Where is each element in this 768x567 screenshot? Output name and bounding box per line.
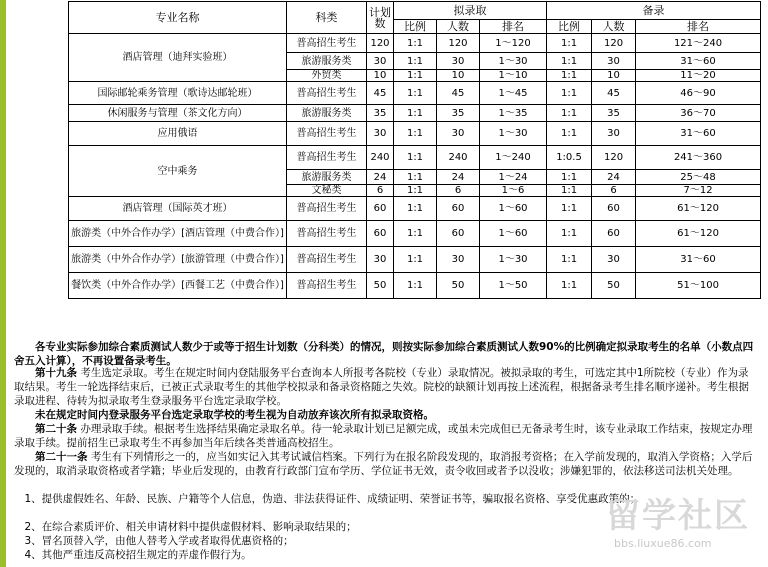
plan-count-cell: 45: [367, 82, 394, 105]
admit-rank-cell: 1～60: [480, 197, 547, 221]
plan-count-cell: 35: [367, 105, 394, 122]
reserve-rank-cell: 31～60: [636, 53, 761, 70]
admit-rank-cell: 1～240: [480, 146, 547, 170]
category-cell: 文秘类: [287, 185, 367, 197]
reserve-count-cell: 30: [592, 247, 636, 273]
article-19-warning: 未在规定时间内登录服务平台选定录取学校的考生视为自动放弃该次所有拟录取资格。: [35, 409, 434, 421]
category-cell: 旅游服务类: [287, 105, 367, 122]
item-1: 1、提供虚假姓名、年龄、民族、户籍等个人信息，伪造、非法获得证件、成绩证明、荣誉证书等，骗取报名资格、享受优惠政策的；: [24, 493, 641, 505]
admit-ratio-cell: 1:1: [394, 105, 437, 122]
category-cell: 普高招生考生: [287, 122, 367, 146]
admit-count-cell: 120: [437, 34, 480, 53]
plan-count-cell: 50: [367, 273, 394, 299]
plan-count-cell: 240: [367, 146, 394, 170]
category-cell: 普高招生考生: [287, 197, 367, 221]
item-4: 4、其他严重违反高校招生规定的弄虚作假行为。: [24, 549, 252, 561]
plan-count-cell: 60: [367, 221, 394, 247]
admit-count-cell: 6: [437, 185, 480, 197]
reserve-ratio-cell: 1:1: [547, 105, 592, 122]
admit-count-cell: 240: [437, 146, 480, 170]
article-21: [14, 450, 758, 478]
article-20-heading: 第二十条: [35, 423, 77, 435]
admit-rank-cell: 1～45: [480, 82, 547, 105]
reserve-ratio-cell: 1:1: [547, 221, 592, 247]
major-name-cell: 旅游类（中外合作办学）[酒店管理（中费合作）]: [69, 221, 287, 247]
reserve-ratio-cell: 1:1: [547, 273, 592, 299]
reserve-count-cell: 30: [592, 122, 636, 146]
article-19-text: 考生选定录取。考生在规定时间内登陆服务平台查询本人所报考各院校（专业）录取情况。被拟录取的考生，可选定其中1所院校（专业）作为录取结果。考生一轮选择结束后，已被正式录取考生的其他学校拟录和备录资格随之失效。院校的缺额计划再按上述流程，根据备录考生排名顺序递补。考生根据录取进程、待转为拟录取考生登录服务平台选定录取学校。: [14, 367, 749, 407]
reserve-count-cell: 24: [592, 170, 636, 185]
header-admit-rank: 排名: [480, 20, 547, 34]
header-reserve-ratio: 比例: [547, 20, 592, 34]
admit-count-cell: 35: [437, 105, 480, 122]
reserve-count-cell: 35: [592, 105, 636, 122]
reserve-count-cell: 60: [592, 221, 636, 247]
admit-count-cell: 60: [437, 221, 480, 247]
header-reserve-rank: 排名: [636, 20, 761, 34]
admit-rank-cell: 1～30: [480, 247, 547, 273]
table-row: [69, 122, 761, 146]
admit-rank-cell: 1～24: [480, 170, 547, 185]
header-admit-count: 人数: [437, 20, 480, 34]
reserve-rank-cell: 31～60: [636, 122, 761, 146]
admission-plan-rows: [69, 34, 761, 299]
category-cell: 旅游服务类: [287, 170, 367, 185]
reserve-rank-cell: 241～360: [636, 146, 761, 170]
article-21-heading: 第二十一条: [35, 451, 88, 463]
reserve-rank-cell: 61～120: [636, 221, 761, 247]
admit-ratio-cell: 1:1: [394, 34, 437, 53]
article-19-heading: 第十九条: [35, 367, 77, 379]
category-cell: 普高招生考生: [287, 82, 367, 105]
category-cell: 普高招生考生: [287, 247, 367, 273]
major-name-cell: 旅游类（中外合作办学）[旅游管理（中费合作）]: [69, 247, 287, 273]
plan-count-cell: 60: [367, 197, 394, 221]
category-cell: 普高招生考生: [287, 221, 367, 247]
site-watermark: [606, 488, 750, 550]
reserve-rank-cell: 121～240: [636, 34, 761, 53]
plan-count-cell: 10: [367, 70, 394, 82]
admit-ratio-cell: 1:1: [394, 221, 437, 247]
reserve-ratio-cell: 1:1: [547, 122, 592, 146]
major-name-cell: 酒店管理（迪拜实验班）: [69, 34, 287, 82]
header-reserve: 备录: [547, 2, 761, 20]
article-20-text: 办理录取手续。根据考生选择结果确定录取名单。待一轮录取计划已足额完成，或虽未完成但已无备录考生时，该专业录取工作结束，按规定办理录取手续。提前招生已录取考生不再参加当年后续各类普通高校招生。: [14, 423, 753, 449]
admit-count-cell: 60: [437, 197, 480, 221]
admit-count-cell: 45: [437, 82, 480, 105]
admission-plan-table: [68, 1, 761, 299]
reserve-rank-cell: 25～48: [636, 170, 761, 185]
item-2: 2、在综合素质评价、相关申请材料中提供虚假材料、影响录取结果的；: [24, 521, 357, 533]
reserve-rank-cell: 11～20: [636, 70, 761, 82]
reserve-ratio-cell: 1:1: [547, 247, 592, 273]
major-name-cell: 酒店管理（国际英才班）: [69, 197, 287, 221]
reserve-ratio-cell: 1:1: [547, 197, 592, 221]
admit-count-cell: 30: [437, 122, 480, 146]
table-row: [69, 273, 761, 299]
admit-ratio-cell: 1:1: [394, 70, 437, 82]
category-cell: 普高招生考生: [287, 34, 367, 53]
reserve-count-cell: 10: [592, 70, 636, 82]
reserve-rank-cell: 46～90: [636, 82, 761, 105]
admit-rank-cell: 1～30: [480, 53, 547, 70]
quota-note: 各专业实际参加综合素质测试人数少于或等于招生计划数（分科类）的情况，则按实际参加综合素质测试人数90%的比例确定拟录取考生的名单（小数点四舍五入计算），不再设置备录考生。: [14, 341, 754, 367]
admit-count-cell: 30: [437, 247, 480, 273]
header-admit-ratio: 比例: [394, 20, 437, 34]
item-3: 3、冒名顶替入学，由他人替考入学或者取得优惠资格的；: [24, 535, 294, 547]
plan-count-cell: 6: [367, 185, 394, 197]
table-row: [69, 221, 761, 247]
table-row: [69, 105, 761, 122]
header-category: 科类: [287, 2, 367, 34]
admit-count-cell: 10: [437, 70, 480, 82]
header-major: 专业名称: [69, 2, 287, 34]
admit-rank-cell: 1～35: [480, 105, 547, 122]
plan-count-cell: 30: [367, 247, 394, 273]
table-row: [69, 146, 761, 170]
reserve-count-cell: 120: [592, 146, 636, 170]
admit-ratio-cell: 1:1: [394, 53, 437, 70]
major-name-cell: 空中乘务: [69, 146, 287, 197]
reserve-count-cell: 30: [592, 53, 636, 70]
reserve-ratio-cell: 1:0.5: [547, 146, 592, 170]
admit-ratio-cell: 1:1: [394, 122, 437, 146]
admit-ratio-cell: 1:1: [394, 146, 437, 170]
admit-count-cell: 24: [437, 170, 480, 185]
table-row: [69, 197, 761, 221]
category-cell: 普高招生考生: [287, 273, 367, 299]
admit-count-cell: 50: [437, 273, 480, 299]
reserve-ratio-cell: 1:1: [547, 185, 592, 197]
watermark-logo-text: 留学社区: [606, 496, 750, 536]
reserve-count-cell: 45: [592, 82, 636, 105]
header-admit: 拟录取: [394, 2, 547, 20]
reserve-ratio-cell: 1:1: [547, 82, 592, 105]
reserve-count-cell: 50: [592, 273, 636, 299]
plan-count-cell: 30: [367, 53, 394, 70]
admit-rank-cell: 1～120: [480, 34, 547, 53]
plan-count-cell: 30: [367, 122, 394, 146]
plan-count-cell: 120: [367, 34, 394, 53]
reserve-count-cell: 120: [592, 34, 636, 53]
major-name-cell: 餐饮类（中外合作办学）[西餐工艺（中费合作）]: [69, 273, 287, 299]
admit-ratio-cell: 1:1: [394, 82, 437, 105]
major-name-cell: 休闲服务与管理（茶文化方向）: [69, 105, 287, 122]
reserve-rank-cell: 61～120: [636, 197, 761, 221]
admit-count-cell: 30: [437, 53, 480, 70]
reserve-rank-cell: 36～70: [636, 105, 761, 122]
reserve-ratio-cell: 1:1: [547, 70, 592, 82]
category-cell: 外贸类: [287, 70, 367, 82]
admit-rank-cell: 1～10: [480, 70, 547, 82]
admit-ratio-cell: 1:1: [394, 185, 437, 197]
admit-rank-cell: 1～6: [480, 185, 547, 197]
header-plan: 计划数: [367, 2, 394, 34]
major-name-cell: 国际邮轮乘务管理（歌诗达邮轮班）: [69, 82, 287, 105]
article-19: [14, 366, 758, 408]
admit-rank-cell: 1～30: [480, 122, 547, 146]
article-21-text: 考生有下列情形之一的，应当如实记入其考试诚信档案。下列行为在报名阶段发现的，取消报考资格；在入学前发现的，取消入学资格；入学后发现的，取消录取资格或者学籍；毕业后发现的，由教育行政部门宣布学历、学位证书无效，责令收回或者予以没收；涉嫌犯罪的，依法移送司法机关处理。: [14, 451, 753, 477]
document-page: [6, 0, 768, 567]
table-row: [69, 82, 761, 105]
table-row: [69, 34, 761, 53]
category-cell: 旅游服务类: [287, 53, 367, 70]
header-reserve-count: 人数: [592, 20, 636, 34]
reserve-ratio-cell: 1:1: [547, 170, 592, 185]
admit-ratio-cell: 1:1: [394, 273, 437, 299]
major-name-cell: 应用俄语: [69, 122, 287, 146]
article-20: [14, 422, 758, 450]
category-cell: 普高招生考生: [287, 146, 367, 170]
reserve-ratio-cell: 1:1: [547, 53, 592, 70]
plan-count-cell: 24: [367, 170, 394, 185]
reserve-rank-cell: 51～100: [636, 273, 761, 299]
watermark-url: bbs.liuxue86.com: [614, 537, 712, 550]
admit-rank-cell: 1～50: [480, 273, 547, 299]
reserve-rank-cell: 7～12: [636, 185, 761, 197]
table-row: [69, 247, 761, 273]
admit-rank-cell: 1～60: [480, 221, 547, 247]
reserve-count-cell: 60: [592, 197, 636, 221]
admit-ratio-cell: 1:1: [394, 247, 437, 273]
admit-ratio-cell: 1:1: [394, 170, 437, 185]
reserve-rank-cell: 31～60: [636, 247, 761, 273]
admit-ratio-cell: 1:1: [394, 197, 437, 221]
reserve-ratio-cell: 1:1: [547, 34, 592, 53]
reserve-count-cell: 6: [592, 185, 636, 197]
